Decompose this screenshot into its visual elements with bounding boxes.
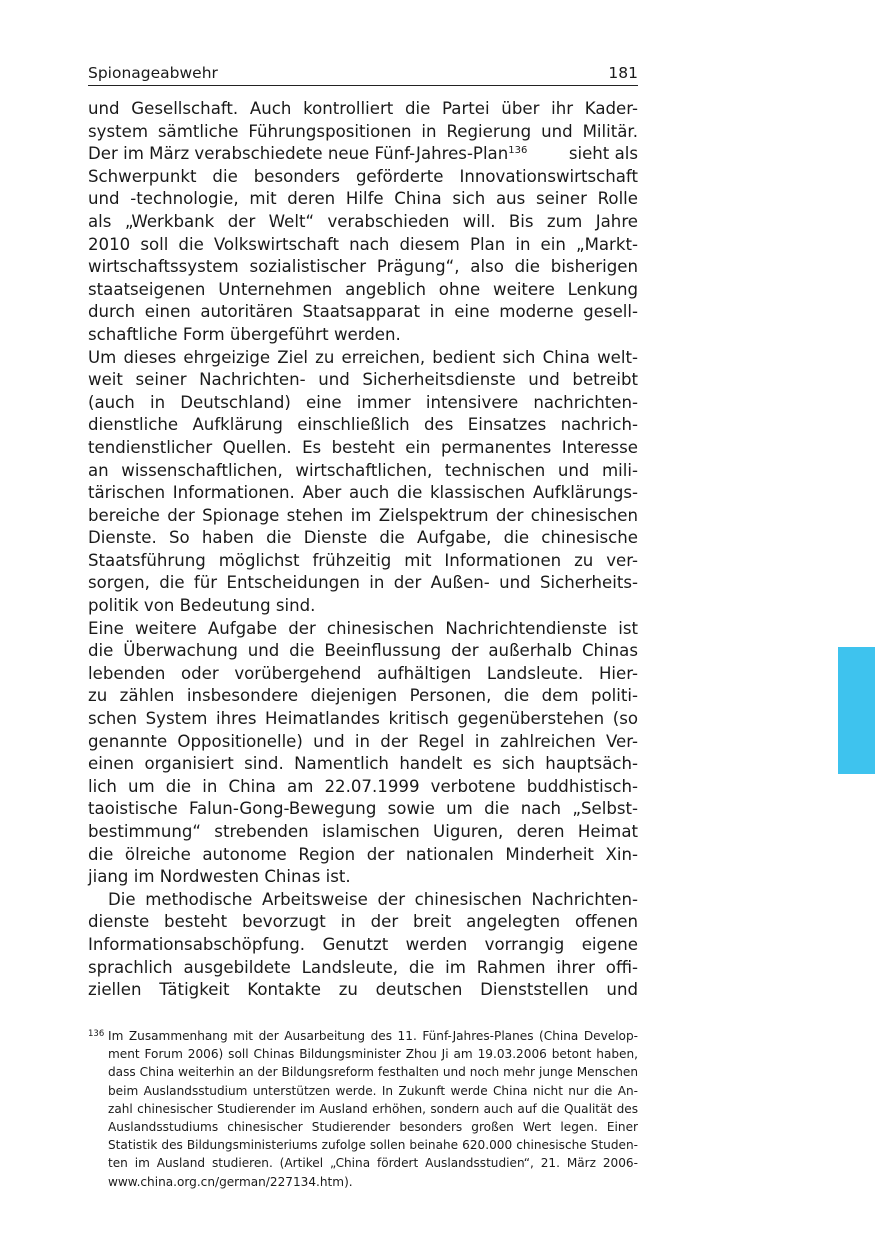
main-text (88, 98, 638, 1002)
footnote-line[interactable]: www.china.org.cn/german/227134.htm). (108, 1174, 353, 1189)
text-line: schaftliche Form übergeführt werden. (88, 324, 401, 344)
footnote-line: dass China weiterhin an der Bildungsreform festhalten und noch mehr junge Menschen (108, 1065, 638, 1080)
text-line-tail: sieht als (568, 144, 638, 164)
text-line: system sämtliche Führungspositionen in Regierung und Militär. (88, 121, 638, 141)
text-line: Schwerpunkt die besonders geförderte Innovationswirtschaft (88, 166, 638, 186)
footnote-body (88, 1027, 638, 1191)
text-line: Staatsführung möglichst frühzeitig mit Informationen zu ver- (88, 550, 638, 570)
text-line: als „Werkbank der Welt“ verabschieden will. Bis zum Jahre (88, 211, 638, 231)
text-line: Dienste. So haben die Dienste die Aufgabe, die chinesische (88, 528, 638, 548)
text-line: und Gesellschaft. Auch kontrolliert die Partei über ihr Kader- (88, 99, 638, 118)
footnote-line: ten im Ausland studieren. (Artikel „China fördert Auslandsstudien“, 21. März 2006- (108, 1156, 638, 1171)
text-line: wirtschaftssystem sozialistischer Prägung“, also die bisherigen (88, 257, 638, 277)
running-title: Spionageabwehr (88, 64, 218, 82)
text-line: durch einen autoritären Staatsapparat in eine moderne gesell- (88, 302, 638, 322)
text-line: sprachlich ausgebildete Landsleute, die im Rahmen ihrer offi- (88, 957, 638, 977)
text-line: jiang im Nordwesten Chinas ist. (88, 867, 351, 887)
text-line: staatseigenen Unternehmen angeblich ohne weitere Lenkung (88, 279, 638, 299)
text-line: politik von Bedeutung sind. (88, 596, 316, 616)
text-line: lebenden oder vorübergehend aufhältigen Landsleute. Hier- (88, 663, 638, 683)
text-line: ziellen Tätigkeit Kontakte zu deutschen Dienststellen und (88, 980, 638, 1000)
running-header (88, 64, 638, 86)
text-line: lich um die in China am 22.07.1999 verbotene buddhistisch- (88, 776, 638, 796)
text-line: taoistische Falun-Gong-Bewegung sowie um die nach „Selbst- (88, 799, 638, 819)
footnote-number: 136 (88, 1029, 105, 1039)
footnote-line: beim Auslandsstudium unterstützen werde. In Zukunft werde China nicht nur die An- (108, 1083, 638, 1098)
text-line: die Überwachung und die Beeinflussung der außerhalb Chinas (88, 641, 638, 661)
text-line: zu zählen insbesondere diejenigen Personen, die dem politi- (88, 686, 638, 706)
text-line: Eine weitere Aufgabe der chinesischen Nachrichtendienste ist (88, 618, 638, 638)
text-line: weit seiner Nachrichten- und Sicherheitsdienste und betreibt (88, 370, 638, 390)
footnote-line: Auslandsstudiums chinesischer Studierender besonders großen Wert legen. Einer (108, 1120, 638, 1135)
text-line: (auch in Deutschland) eine immer intensivere nachrichten- (88, 392, 638, 412)
footnote-line: Im Zusammenhang mit der Ausarbeitung des 11. Fünf-Jahres-Planes (China Develop- (108, 1029, 638, 1043)
text-line: Die methodische Arbeitsweise der chinesischen Nachrichten- (108, 889, 638, 909)
footnote-reference[interactable]: 136 (508, 145, 528, 157)
text-line (88, 143, 638, 166)
text-line: bereiche der Spionage stehen im Zielspektrum der chinesischen (88, 505, 638, 525)
text-line: schen System ihres Heimatlandes kritisch gegenüberstehen (so (88, 709, 638, 729)
text-line: sorgen, die für Entscheidungen in der Außen- und Sicherheits- (88, 573, 638, 593)
text-line: Informationsabschöpfung. Genutzt werden vorrangig eigene (88, 934, 638, 954)
text-line: 2010 soll die Volkswirtschaft nach diesem Plan in ein „Markt- (88, 234, 638, 254)
text-line-start: Der im März verabschiedete neue Fünf-Jahres-Plan (88, 144, 509, 164)
text-line: bestimmung“ strebenden islamischen Uiguren, deren Heimat (88, 822, 638, 841)
chapter-thumb-tab (838, 647, 875, 774)
text-line: die ölreiche autonome Region der nationalen Minderheit Xin- (88, 844, 638, 864)
text-line: einen organisiert sind. Namentlich handelt es sich hauptsäch- (88, 754, 638, 774)
text-line: Um dieses ehrgeizige Ziel zu erreichen, bedient sich China welt- (88, 347, 638, 367)
text-line: dienstliche Aufklärung einschließlich des Einsatzes nachrich- (88, 415, 638, 435)
footnote-line: ment Forum 2006) soll Chinas Bildungsminister Zhou Ji am 19.03.2006 betont haben, (108, 1047, 638, 1062)
footnote (88, 1027, 638, 1191)
text-line: genannte Oppositionelle) und in der Regel in zahlreichen Ver- (88, 731, 638, 751)
text-line: und -technologie, mit deren Hilfe China sich aus seiner Rolle (88, 189, 638, 209)
footnote-line: Statistik des Bildungsministeriums zufolge sollen beinahe 620.000 chinesische Studen- (108, 1138, 638, 1153)
text-line: tendienstlicher Quellen. Es besteht ein permanentes Interesse (88, 437, 638, 457)
text-line: an wissenschaftlichen, wirtschaftlichen, technischen und mili- (88, 460, 638, 480)
text-line: tärischen Informationen. Aber auch die klassischen Aufklärungs- (88, 483, 638, 503)
footnote-line: zahl chinesischer Studierender im Ausland erhöhen, sondern auch auf die Qualität des (108, 1101, 638, 1116)
text-line: dienste besteht bevorzugt in der breit angelegten offenen (88, 912, 638, 932)
page-number: 181 (608, 64, 638, 82)
